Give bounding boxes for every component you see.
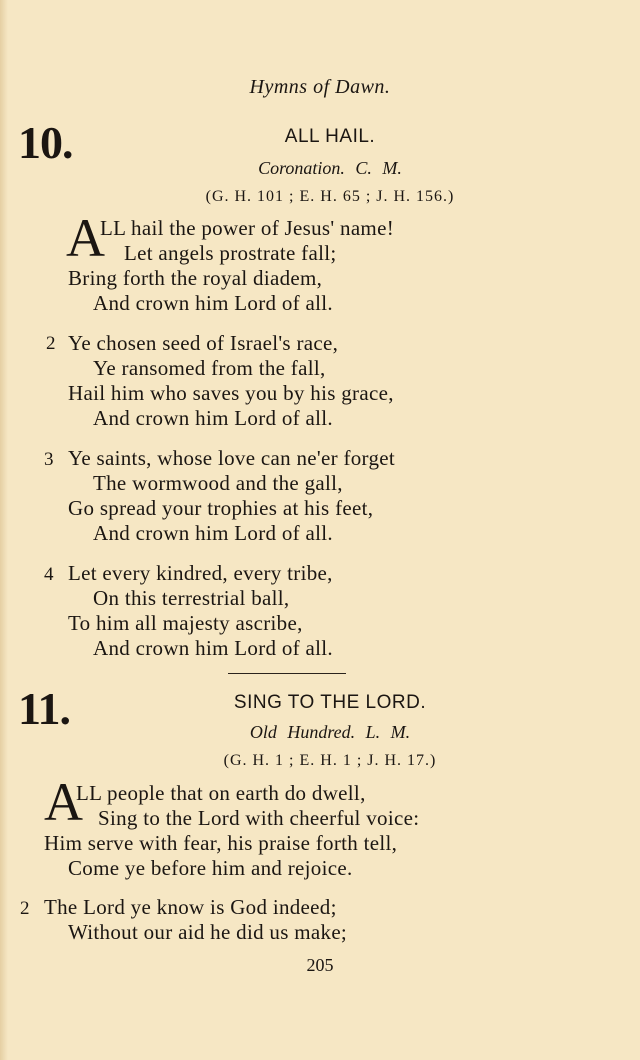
verse-line: On this terrestrial ball, bbox=[93, 586, 290, 610]
page-edge bbox=[0, 0, 8, 1060]
verse-number: 4 bbox=[44, 564, 54, 585]
verse-line: The wormwood and the gall, bbox=[93, 471, 343, 495]
verse-line: Sing to the Lord with cheerful voice: bbox=[98, 806, 420, 830]
verse-line: Come ye before him and rejoice. bbox=[68, 856, 353, 880]
section-divider bbox=[228, 673, 346, 674]
verse-line: Let every kindred, every tribe, bbox=[68, 561, 333, 585]
hymn-title: ALL HAIL. bbox=[284, 126, 376, 147]
verse-line: Ye saints, whose love can ne'er forget bbox=[68, 446, 396, 470]
verse-line: LL hail the power of Jesus' name! bbox=[100, 216, 394, 240]
verse-line: Him serve with fear, his praise forth tell, bbox=[44, 831, 398, 855]
running-head: Hymns of Dawn. bbox=[249, 76, 391, 98]
verse-line: And crown him Lord of all. bbox=[93, 521, 333, 545]
verse-line: To him all majesty ascribe, bbox=[68, 611, 303, 635]
hymn-title: SING TO THE LORD. bbox=[233, 692, 427, 713]
hymn-number: 11. bbox=[18, 683, 70, 734]
verse-line: Ye chosen seed of Israel's race, bbox=[68, 331, 339, 355]
verse-number: 2 bbox=[20, 898, 30, 919]
drop-cap: A bbox=[44, 772, 83, 832]
hymnal-references: (G. H. 1 ; E. H. 1 ; J. H. 17.) bbox=[223, 752, 437, 769]
verse-line: Let angels prostrate fall; bbox=[124, 241, 337, 265]
verse-number: 2 bbox=[46, 333, 56, 354]
verse-line: LL people that on earth do dwell, bbox=[76, 781, 366, 805]
verse-number: 3 bbox=[44, 449, 54, 470]
verse-line: Without our aid he did us make; bbox=[68, 920, 348, 944]
verse-line: The Lord ye know is God indeed; bbox=[44, 895, 337, 919]
verse-line: Ye ransomed from the fall, bbox=[93, 356, 326, 380]
verse-line: Bring forth the royal diadem, bbox=[68, 266, 323, 290]
verse-line: Go spread your trophies at his feet, bbox=[68, 496, 374, 520]
drop-cap: A bbox=[66, 208, 105, 268]
verse-line: And crown him Lord of all. bbox=[93, 406, 333, 430]
hymnal-references: (G. H. 101 ; E. H. 65 ; J. H. 156.) bbox=[205, 188, 455, 205]
page-number: 205 bbox=[306, 955, 334, 975]
verse-line: And crown him Lord of all. bbox=[93, 291, 333, 315]
tune-name: Old Hundred. L. M. bbox=[249, 722, 411, 742]
verse-line: And crown him Lord of all. bbox=[93, 636, 333, 660]
verse-line: Hail him who saves you by his grace, bbox=[68, 381, 394, 405]
hymn-number: 10. bbox=[18, 117, 73, 168]
tune-name: Coronation. C. M. bbox=[258, 158, 402, 178]
